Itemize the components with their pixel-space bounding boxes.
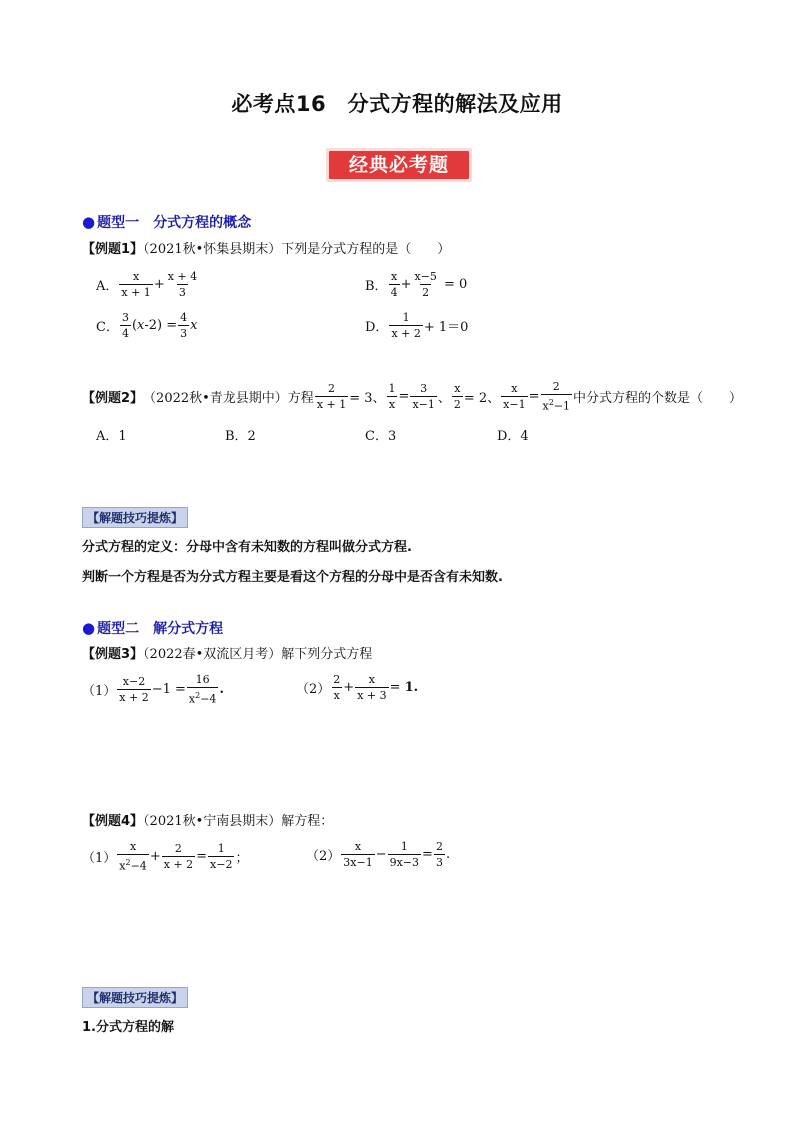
example-source: （2022春•双流区月考）解下列分式方程 [143, 647, 373, 662]
example-tag: 【例题2】 [82, 390, 144, 406]
fraction: $\frac{x-2}{x + 2}$ [119, 674, 149, 704]
option-b: B． $\frac{x}{4}$ + $\frac{x-5}{2}$ = 0 [365, 270, 468, 299]
bullet-icon: ● [82, 213, 96, 231]
example-tag: 【例题3】 [82, 647, 144, 662]
fraction: $\frac{2}{x^2-1}$ [542, 380, 571, 413]
fraction: $\frac{1}{9x-3}$ [389, 840, 420, 869]
fraction: $\frac{3}{4}$ [121, 311, 129, 340]
tip-banner: 【解题技巧提炼】 [82, 987, 188, 1008]
example-4-stem [82, 813, 333, 831]
tip-line: 判断一个方程是否为分式方程主要是看这个方程的分母中是否含有未知数. [82, 570, 503, 585]
ex2-option-c: C．3 [365, 429, 397, 444]
classic-question-badge: 经典必考题 [329, 151, 469, 179]
fraction: $\frac{2}{x}$ [333, 673, 341, 702]
fraction: $\frac{1}{x-2}$ [210, 841, 233, 871]
part-number: （1） [82, 850, 117, 866]
part-number: （2） [296, 682, 331, 697]
part-number: （2） [306, 849, 341, 864]
fraction: $\frac{3}{x-1}$ [412, 381, 435, 411]
example-tag: 【例题4】 [82, 814, 144, 829]
example-tail: 中分式方程的个数是（ ） [573, 390, 743, 406]
section-label: 题型二 [97, 621, 140, 637]
tip-banner: 【解题技巧提炼】 [82, 507, 188, 528]
fraction: $\frac{1}{x + 2}$ [391, 311, 421, 340]
ex3-part-1: （1） $\frac{x-2}{x + 2}$ −1 = $\frac{16}{x^2-4}$ . [82, 673, 224, 706]
ex2-option-b: B．2 [225, 429, 256, 444]
fraction: $\frac{x-5}{2}$ [414, 270, 437, 299]
ex4-part-2: （2） $\frac{x}{3x-1}$ − $\frac{1}{9x-3}$ = $\frac{2}{3}$ . [306, 840, 451, 869]
section-heading-1 [82, 212, 251, 232]
part-number: （1） [82, 683, 117, 699]
section-name: 解分式方程 [153, 621, 224, 637]
option-letter: D． [365, 320, 389, 335]
fraction: $\frac{x}{x + 3}$ [357, 673, 387, 702]
bullet-icon: ● [82, 619, 96, 637]
ex2-option-d: D．4 [497, 429, 529, 444]
option-a: A． $\frac{x}{x + 1}$ + $\frac{x + 4}{3}$ [96, 270, 198, 299]
badge-frame [326, 148, 472, 182]
fraction: $\frac{x + 4}{3}$ [167, 270, 198, 299]
example-2-stem: 【例题2】 （2022秋•青龙县期中）方程 $\frac{2}{x + 1}$ = 3、 $\frac{1}{x}$ = $\frac{3}{x-1}$ 、 $\frac{x}{2}$ = 2、 $\frac{x}{x-1}$ = $\frac{2}{x^2-1}$ 中分式方程的个数是（ ） [82, 380, 743, 413]
fraction: $\frac{1}{x}$ [388, 381, 396, 411]
example-source: （2022秋•青龙县期中）方程 [143, 390, 314, 406]
fraction: $\frac{x}{x^2-4}$ [119, 840, 147, 873]
example-3-stem [82, 646, 372, 664]
option-letter: C． [96, 320, 119, 335]
ex4-part-1: （1） $\frac{x}{x^2-4}$ + $\frac{2}{x + 2}$ = $\frac{1}{x-2}$ ； [82, 840, 249, 873]
option-letter: B． [365, 279, 388, 294]
option-d: D． $\frac{1}{x + 2}$ + 1＝0 [365, 311, 469, 340]
fraction: $\frac{2}{x + 1}$ [316, 381, 347, 411]
option-letter: A． [96, 279, 119, 294]
fraction: $\frac{x}{x + 1}$ [121, 270, 151, 299]
fraction: $\frac{2}{x + 2}$ [163, 841, 194, 871]
fraction: $\frac{4}{3}$ [180, 311, 188, 340]
option-c: C． $\frac{3}{4}$ (x-2) = $\frac{4}{3}$ x [96, 311, 198, 340]
page-title: 必考点16 分式方程的解法及应用 [231, 92, 563, 116]
example-1-stem [82, 241, 450, 259]
section-name: 分式方程的概念 [153, 215, 252, 231]
fraction: $\frac{x}{3x-1}$ [343, 840, 373, 869]
tip-line: 分式方程的定义：分母中含有未知数的方程叫做分式方程. [82, 540, 412, 555]
fraction: $\frac{x}{x-1}$ [503, 381, 526, 411]
example-source: （2021秋•怀集县期末）下列是分式方程的是（ ） [143, 242, 451, 257]
tip-line: 1.分式方程的解 [82, 1020, 174, 1035]
example-tag: 【例题1】 [82, 242, 144, 257]
ex2-option-a: A．1 [96, 429, 127, 444]
fraction: $\frac{x}{2}$ [453, 381, 461, 411]
ex3-part-2: （2） $\frac{2}{x}$ + $\frac{x}{x + 3}$ = 1. [296, 673, 419, 702]
example-source: （2021秋•宁南县期末）解方程： [143, 814, 334, 829]
fraction: $\frac{16}{x^2-4}$ [188, 673, 217, 706]
fraction: $\frac{2}{3}$ [435, 840, 443, 869]
fraction: $\frac{x}{4}$ [390, 270, 398, 299]
section-label: 题型一 [97, 215, 140, 231]
section-heading-2 [82, 618, 223, 638]
